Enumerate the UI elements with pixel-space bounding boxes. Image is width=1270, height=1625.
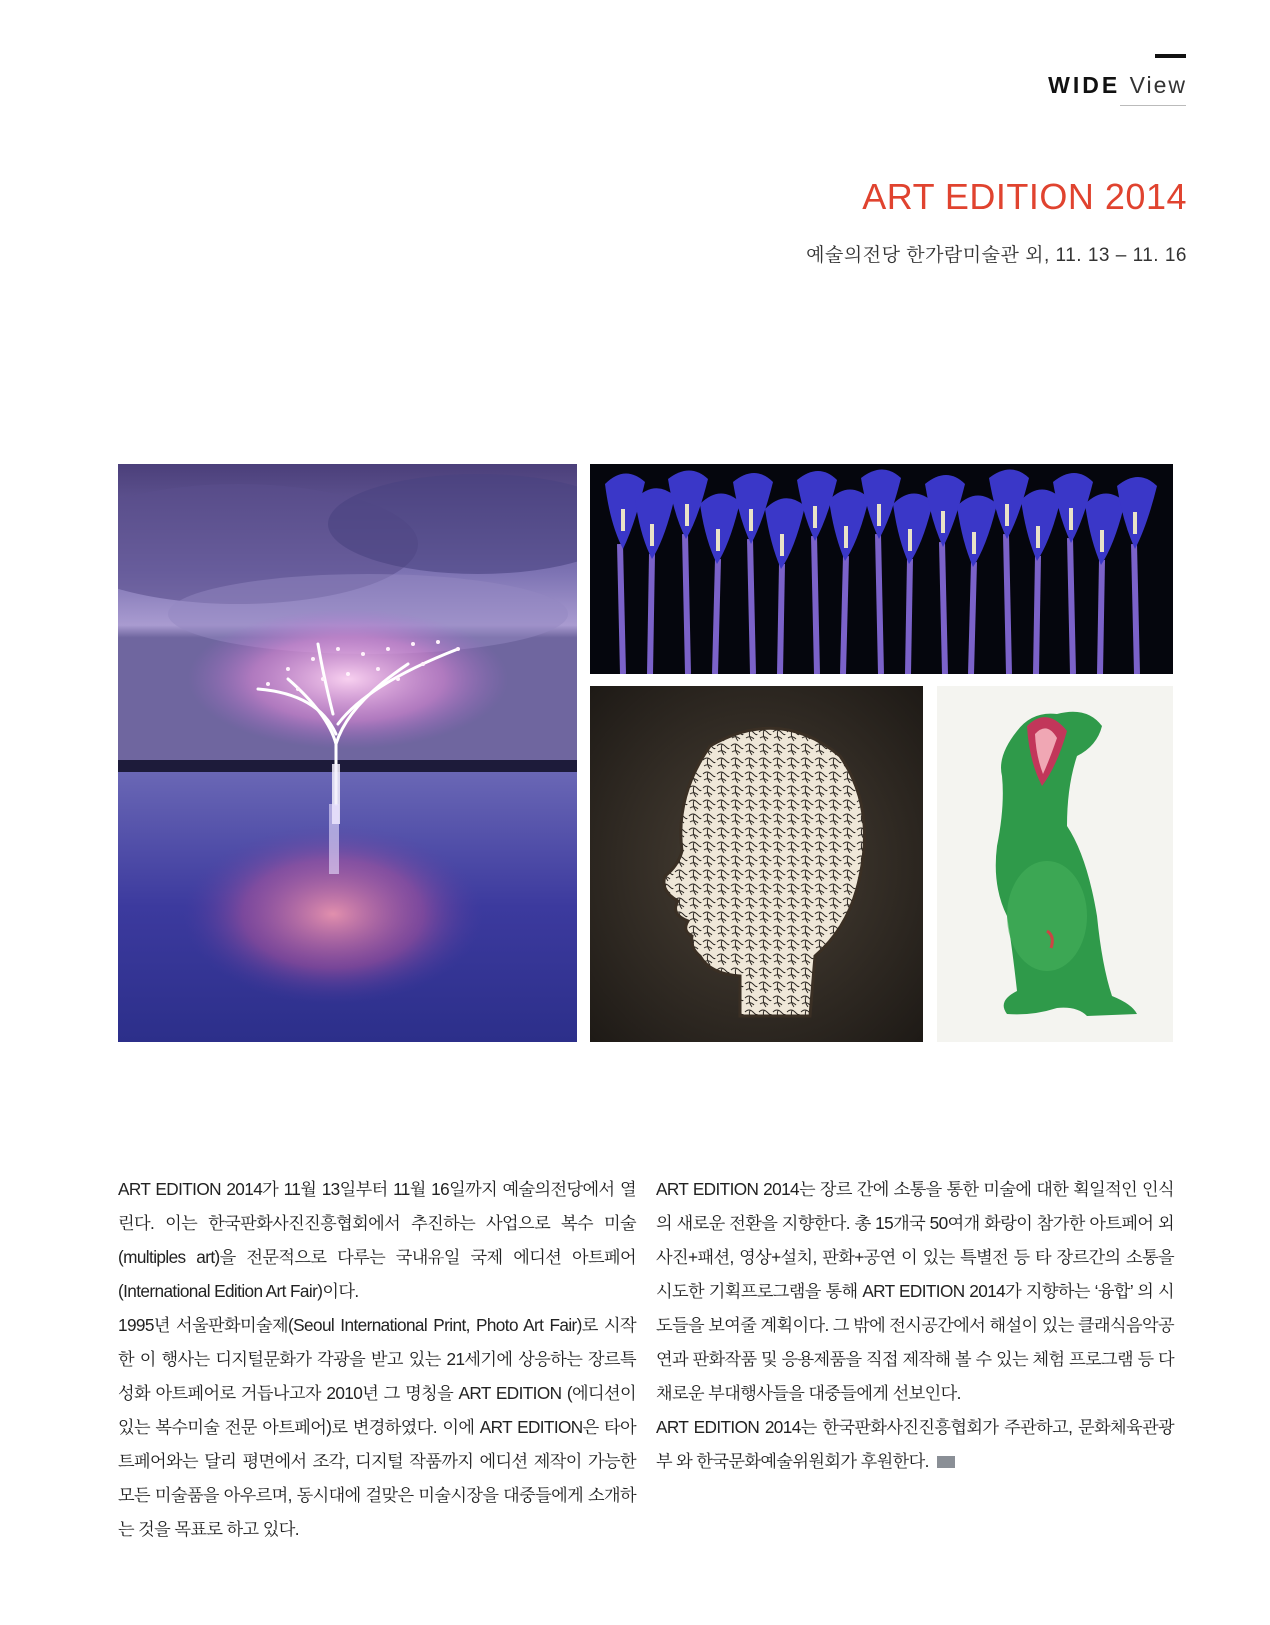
section-label-light: View	[1129, 72, 1187, 98]
section-rule	[1120, 105, 1186, 106]
article-title: ART EDITION 2014	[862, 176, 1187, 217]
body-paragraph: 1995년 서울판화미술제(Seoul International Print, Photo Art Fair)로 시작한 이 행사는 디지털문화가 각광을 받고 있는 21세기에 상응하는 장르특성화 아트페어로 거듭나고자 2010년 그 명칭을 ART EDITION (에디션이 있는 복수미술 전문 아트페어)로 변경하였다. 이에 ART EDITION은 타아트페어와는 달리 평면에서 조각, 디지털 작품까지 에디션 제작이 가능한 모든 미술품을 아우르며, 동시대에 걸맞은 미술시장을 대중들에게 소개하는 것을 목표로 하고 있다.	[118, 1315, 636, 1539]
green-dog-painting	[937, 686, 1173, 1042]
section-marker-bar	[1155, 54, 1186, 58]
body-left-column	[118, 1172, 636, 1546]
body-paragraph: ART EDITION 2014가 11월 13일부터 11월 16일까지 예술의전당에서 열린다. 이는 한국판화사진진흥협회에서 추진하는 사업으로 복수 미술 (multiples art)을 전문적으로 다루는 국내유일 국제 에디션 아트페어 (International Edition Art Fair)이다.	[118, 1179, 636, 1301]
head-sculpture-photo	[590, 686, 923, 1042]
section-label	[1048, 72, 1187, 99]
section-label-strong: WIDE	[1048, 72, 1121, 98]
body-paragraph-text: ART EDITION 2014는 한국판화사진진흥협회가 주관하고, 문화체육관광부 와 한국문화예술위원회가 후원한다.	[656, 1417, 1174, 1471]
body-paragraph: ART EDITION 2014는 장르 간에 소통을 통한 미술에 대한 획일적인 인식의 새로운 전환을 지향한다. 총 15개국 50여개 화랑이 참가한 아트페어 외 사진+패션, 영상+설치, 판화+공연 이 있는 특별전 등 타 장르간의 소통을 시도한 기획프로그램을 통해 ART EDITION 2014가 지향하는 ‘융합’ 의 시도들을 보여줄 계획이다. 그 밖에 전시공간에서 해설이 있는 클래식음악공연과 판화작품 및 응용제품을 직접 제작해 볼 수 있는 체험 프로그램 등 다채로운 부대행사들을 대중들에게 선보인다.	[656, 1179, 1174, 1403]
calla-lily-photo	[590, 464, 1173, 674]
end-mark-icon	[937, 1456, 955, 1468]
body-paragraph	[656, 1410, 1174, 1478]
body-right-column	[656, 1172, 1174, 1478]
article-subtitle: 예술의전당 한가람미술관 외, 11. 13 – 11. 16	[806, 245, 1187, 266]
glowing-tree-photo	[118, 464, 577, 1042]
